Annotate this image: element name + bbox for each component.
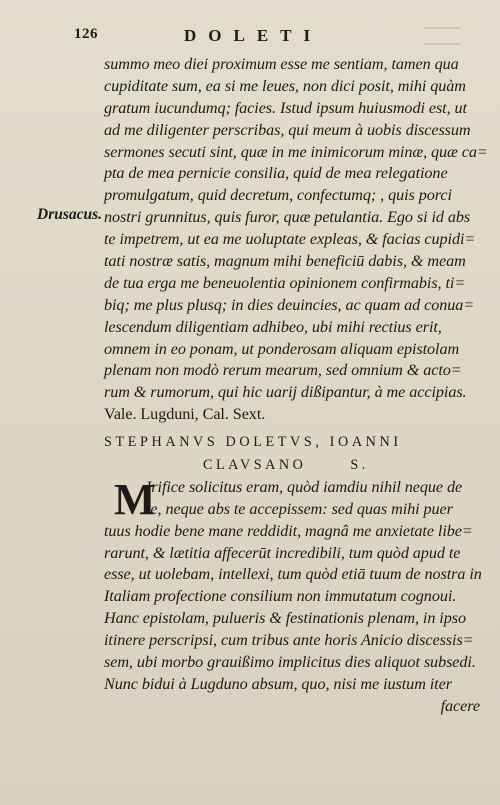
page-header bbox=[66, 26, 486, 48]
drop-cap: M bbox=[114, 474, 156, 524]
recipient-name: CLAVSANO bbox=[203, 457, 307, 474]
text-line: itinere perscripsi, cum tribus ante horis Anicio discessis= bbox=[104, 631, 474, 650]
text-line: de tua erga me beneuolentia opinionem confirmabis, ti= bbox=[104, 273, 466, 292]
text-line: nostri grunnitus, quis furor, quæ petulantia. Ego si id abs bbox=[104, 208, 471, 227]
text-line: promulgatum, quid decretum, confectumq; , quis porci bbox=[104, 186, 452, 205]
salutation-mark: S. bbox=[350, 457, 369, 474]
page-number: 126 bbox=[74, 26, 98, 42]
text-line: sermones secuti sint, quæ in me inimicorum minæ, quæ ca= bbox=[104, 142, 488, 161]
text-line: tati nostræ satis, magnum mihi beneficiū dabis, & meam bbox=[104, 252, 466, 271]
text-line: lescendum diligentiam adhibeo, ubi mihi rectius erit, bbox=[104, 317, 442, 336]
text-line: pta de mea pernicie consilia, quid de mea relegatione bbox=[104, 164, 448, 183]
marginal-note: Drusacus. bbox=[37, 206, 103, 223]
text-line: te, neque abs te accepissem: sed quas mihi puer bbox=[146, 499, 453, 518]
text-line: biq; me plus plusq; in dies deuincies, ac quam ad conua= bbox=[104, 295, 475, 314]
text-line: gratum iucundumq; facies. Istud ipsum huiusmodi est, ut bbox=[104, 98, 467, 117]
show-through-ink-mark bbox=[424, 27, 460, 45]
text-line: sem, ubi morbo grauißimo implicitus dies aliquot subsedi. bbox=[104, 653, 476, 672]
text-line: te impetrem, ut ea me uoluptate expleas, & facias cupidi= bbox=[104, 230, 476, 249]
text-line: rum & rumorum, qui hic uarij dißipantur, à me accipias. bbox=[104, 383, 467, 402]
text-line: tuus hodie bene mane reddidit, magnâ me anxietate libe= bbox=[104, 521, 473, 540]
main-text-block bbox=[104, 54, 488, 718]
text-line: cupiditate sum, ea si me leues, non dici posit, mihi quàm bbox=[104, 76, 466, 95]
salutation-line: STEPHANVS DOLETVS, IOANNI bbox=[104, 434, 402, 451]
text-line: plenam non modò rerum mearum, sed omnium & acto= bbox=[104, 361, 462, 380]
text-line: Nunc bidui à Lugduno absum, quo, nisi me iustum iter bbox=[104, 674, 452, 693]
text-line: rarunt, & lætitia affecerūt incredibili, tum quòd apud te bbox=[104, 543, 461, 562]
catchword: facere bbox=[440, 696, 480, 715]
text-line: Hanc epistolam, pulueris & festinationis plenam, in ipso bbox=[104, 609, 466, 628]
text-line: ad me diligenter perscribas, qui meum à uobis discessum bbox=[104, 120, 471, 139]
closing-line: Vale. Lugduni, Cal. Sext. bbox=[104, 405, 266, 424]
text-line: esse, ut uolebam, intellexi, tum quòd etiā tuum de nostra in bbox=[104, 565, 482, 584]
running-title: DOLETI bbox=[184, 26, 323, 45]
salutation-line bbox=[104, 455, 482, 477]
letter-opening bbox=[104, 474, 482, 524]
text-line: omnem in eo ponam, ut ponderosam aliquam epistolam bbox=[104, 339, 460, 358]
text-line: Italiam profectione consilium non immutatum cognoui. bbox=[104, 587, 457, 606]
text-line: Irifice solicitus eram, quòd iamdiu nihil neque de bbox=[146, 477, 463, 496]
text-line: summo meo diei proximum esse me sentiam, tamen qua bbox=[104, 55, 459, 73]
